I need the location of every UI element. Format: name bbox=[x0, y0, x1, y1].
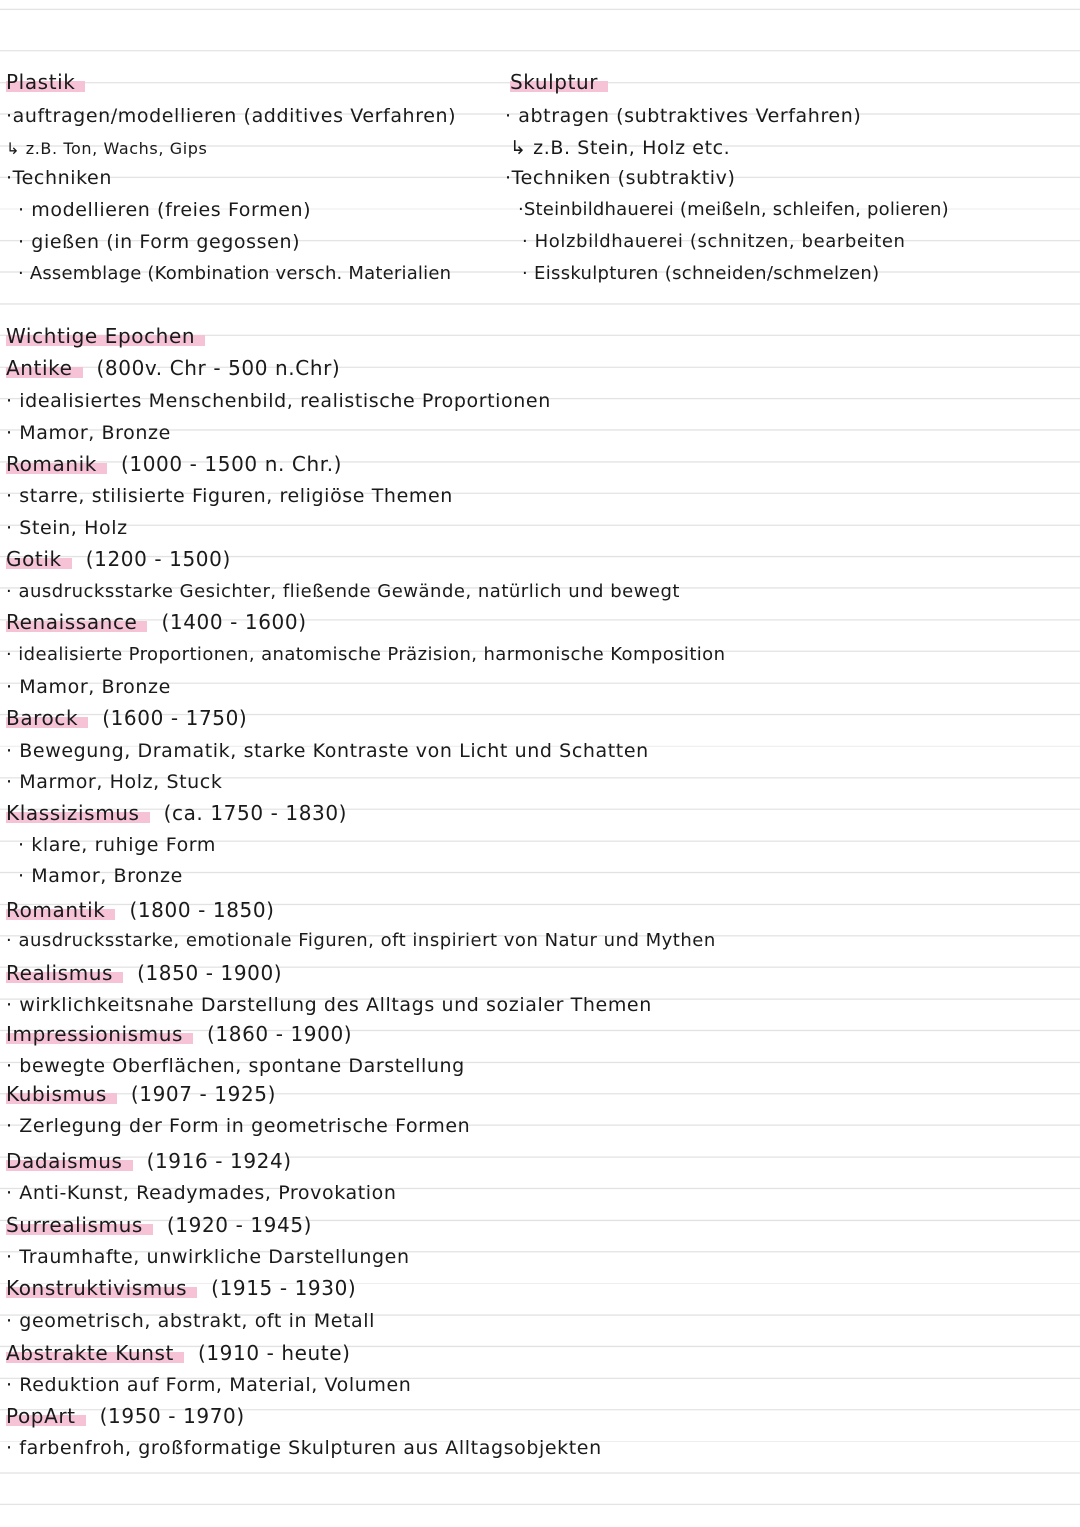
epoch-range: (ca. 1750 - 1830) bbox=[163, 801, 348, 825]
epoch-detail: · idealisiertes Menschenbild, realistische Proportionen bbox=[6, 390, 551, 412]
epoch-detail: · Mamor, Bronze bbox=[18, 865, 183, 887]
epoch-range: (1850 - 1900) bbox=[137, 961, 283, 985]
epoch-range: (1860 - 1900) bbox=[207, 1022, 353, 1046]
skulptur-technique: ·Steinbildhauerei (meißeln, schleifen, polieren) bbox=[518, 199, 949, 220]
epoch-name: Dadaismus (1916 - 1924) bbox=[6, 1149, 292, 1173]
plastik-technique: · modellieren (freies Formen) bbox=[18, 199, 312, 221]
plastik-examples: ↳ z.B. Ton, Wachs, Gips bbox=[6, 139, 208, 158]
epoch-detail: · Zerlegung der Form in geometrische Formen bbox=[6, 1115, 471, 1137]
epoch-name: Impressionismus (1860 - 1900) bbox=[6, 1022, 353, 1046]
epoch-range: (1910 - heute) bbox=[197, 1341, 351, 1365]
epoch-detail: · wirklichkeitsnahe Darstellung des Alltags und sozialer Themen bbox=[6, 994, 652, 1016]
epoch-detail: · geometrisch, abstrakt, oft in Metall bbox=[6, 1310, 376, 1332]
plastik-technique: · Assemblage (Kombination versch. Materialien bbox=[18, 263, 452, 284]
epoch-name: Klassizismus (ca. 1750 - 1830) bbox=[6, 801, 348, 825]
skulptur-techniques-heading: ·Techniken (subtraktiv) bbox=[505, 167, 736, 189]
epoch-range: (1920 - 1945) bbox=[166, 1213, 313, 1237]
epoch-range: (1907 - 1925) bbox=[130, 1082, 276, 1106]
epoch-range: (1000 - 1500 n. Chr.) bbox=[121, 452, 343, 476]
epoch-range: (800v. Chr - 500 n.Chr) bbox=[96, 356, 341, 380]
epoch-range: (1915 - 1930) bbox=[211, 1276, 357, 1300]
skulptur-technique: · Holzbildhauerei (schnitzen, bearbeiten bbox=[522, 231, 906, 252]
epoch-detail: · Anti-Kunst, Readymades, Provokation bbox=[6, 1182, 397, 1204]
epoch-detail: · ausdrucksstarke, emotionale Figuren, oft inspiriert von Natur und Mythen bbox=[6, 930, 716, 951]
epoch-name: Renaissance (1400 - 1600) bbox=[6, 610, 307, 634]
epoch-detail: · Marmor, Holz, Stuck bbox=[6, 771, 223, 793]
epochs-heading: Wichtige Epochen bbox=[6, 324, 205, 348]
skulptur-examples: ↳ z.B. Stein, Holz etc. bbox=[510, 137, 731, 159]
epoch-name: Abstrakte Kunst (1910 - heute) bbox=[6, 1341, 351, 1365]
epoch-detail: · ausdrucksstarke Gesichter, fließende Gewände, natürlich und bewegt bbox=[6, 581, 680, 602]
epoch-detail: · Mamor, Bronze bbox=[6, 422, 171, 444]
skulptur-method: · abtragen (subtraktives Verfahren) bbox=[505, 105, 862, 127]
epoch-name: Konstruktivismus (1915 - 1930) bbox=[6, 1276, 357, 1300]
plastik-title: Plastik bbox=[6, 70, 85, 94]
epoch-detail: · Mamor, Bronze bbox=[6, 676, 171, 698]
plastik-techniques-heading: ·Techniken bbox=[6, 167, 112, 189]
epoch-detail: · bewegte Oberflächen, spontane Darstellung bbox=[6, 1055, 465, 1077]
epoch-detail: · farbenfroh, großformatige Skulpturen aus Alltagsobjekten bbox=[6, 1437, 602, 1459]
epoch-detail: · Traumhafte, unwirkliche Darstellungen bbox=[6, 1246, 410, 1268]
epoch-name: Romantik (1800 - 1850) bbox=[6, 898, 275, 922]
epoch-range: (1600 - 1750) bbox=[102, 706, 248, 730]
skulptur-title: Skulptur bbox=[510, 70, 608, 94]
skulptur-technique: · Eisskulpturen (schneiden/schmelzen) bbox=[522, 263, 880, 284]
epoch-range: (1800 - 1850) bbox=[129, 898, 275, 922]
epoch-detail: · Stein, Holz bbox=[6, 517, 128, 539]
epoch-name: Gotik (1200 - 1500) bbox=[6, 547, 231, 571]
plastik-method: ·auftragen/modellieren (additives Verfahren) bbox=[6, 105, 457, 127]
epoch-detail: · idealisierte Proportionen, anatomische Präzision, harmonische Komposition bbox=[6, 644, 726, 665]
epoch-range: (1916 - 1924) bbox=[146, 1149, 292, 1173]
epoch-name: Kubismus (1907 - 1925) bbox=[6, 1082, 276, 1106]
epoch-range: (1400 - 1600) bbox=[161, 610, 307, 634]
epoch-detail: · starre, stilisierte Figuren, religiöse Themen bbox=[6, 485, 453, 507]
epoch-range: (1200 - 1500) bbox=[85, 547, 231, 571]
epoch-detail: · Bewegung, Dramatik, starke Kontraste von Licht und Schatten bbox=[6, 740, 649, 762]
epoch-name: Romanik (1000 - 1500 n. Chr.) bbox=[6, 452, 343, 476]
epoch-detail: · klare, ruhige Form bbox=[18, 834, 216, 856]
plastik-technique: · gießen (in Form gegossen) bbox=[18, 231, 301, 253]
epoch-name: Realismus (1850 - 1900) bbox=[6, 961, 283, 985]
epoch-name: PopArt (1950 - 1970) bbox=[6, 1404, 245, 1428]
epoch-name: Surrealismus (1920 - 1945) bbox=[6, 1213, 313, 1237]
epoch-range: (1950 - 1970) bbox=[99, 1404, 245, 1428]
epoch-name: Barock (1600 - 1750) bbox=[6, 706, 248, 730]
epoch-name: Antike (800v. Chr - 500 n.Chr) bbox=[6, 356, 341, 380]
epoch-detail: · Reduktion auf Form, Material, Volumen bbox=[6, 1374, 412, 1396]
